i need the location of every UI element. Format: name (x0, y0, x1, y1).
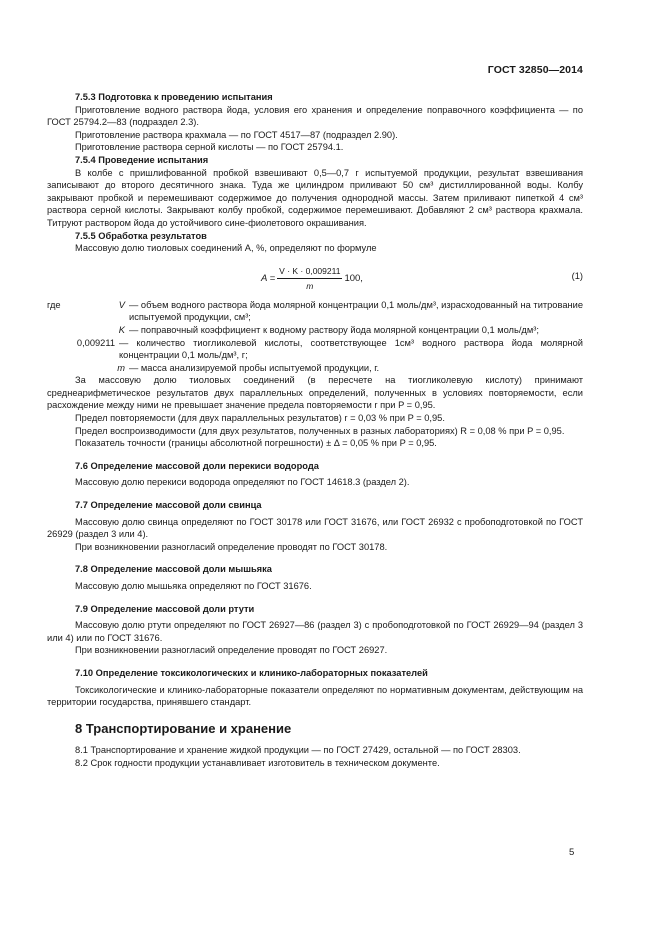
page-content (47, 91, 583, 770)
definition-text: — поправочный коэффициент к водному раствору йода молярной концентрации 0,1 моль/дм³; (129, 324, 539, 335)
formula-fraction (277, 265, 342, 293)
formula-numerator: V · K · 0,009211 (277, 265, 342, 280)
paragraph: Приготовление водного раствора йода, условия его хранения и определение поправочного коэффициента — по ГОСТ 25794.2—83 (подраздел 2.3). (47, 104, 583, 128)
page-number: 5 (569, 847, 575, 858)
formula-denominator: m (306, 281, 314, 292)
section-7-6-title: 7.6 Определение массовой доли перекиси водорода (75, 460, 319, 471)
paragraph: Предел повторяемости (для двух параллельных результатов) r = 0,03 % при P = 0,95. (75, 413, 445, 424)
section-7-8-title: 7.8 Определение массовой доли мышьяка (75, 564, 272, 575)
variable-definitions (47, 299, 583, 375)
paragraph: Массовую долю свинца определяют по ГОСТ 30178 или ГОСТ 31676, или ГОСТ 26932 с пробоподготовкой по ГОСТ 26929 (раздел 3 или 4). (47, 516, 583, 540)
formula-intro: Массовую долю тиоловых соединений A, %, определяют по формуле (75, 243, 377, 254)
where-label: где (47, 299, 61, 310)
definition-text: — объем водного раствора йода молярной концентрации 0,1 моль/дм³, израсходованный на титрование испытуемой продукции, см³; (129, 299, 583, 323)
paragraph: Предел воспроизводимости (для двух результатов, полученных в разных лабораториях) R = 0,08 % при P = 0,95. (75, 425, 565, 436)
paragraph: Массовую долю мышьяка определяют по ГОСТ 31676. (75, 581, 312, 591)
formula-number: (1) (571, 270, 583, 281)
definition-row (47, 362, 583, 375)
document-id-header: ГОСТ 32850—2014 (487, 64, 583, 76)
paragraph: Массовую долю ртути определяют по ГОСТ 26927—86 (раздел 3) с пробоподготовкой по ГОСТ 26929—94 (раздел 3 или 4) или по ГОСТ 31676. (47, 620, 583, 643)
formula-tail: 100, (344, 272, 363, 284)
paragraph: За массовую долю тиоловых соединений (в пересчете на тиогликолевую кислоту) принимают среднеарифметическое результатов двух параллельных определений, полученных в условиях повторяемости, если расхождение между ними не превышает значение предела повторяемости r при P = 0,95. (47, 375, 583, 411)
section-7-5-3-title: 7.5.3 Подготовка к проведению испытания (75, 92, 273, 102)
definition-row (47, 299, 583, 324)
definition-text: — масса анализируемой пробы испытуемой продукции, г. (129, 362, 380, 373)
section-8-title: 8 Транспортирование и хранение (75, 720, 292, 736)
definition-row (47, 337, 583, 362)
formula-expression (261, 265, 363, 293)
paragraph: Приготовление раствора серной кислоты — по ГОСТ 25794.1. (75, 142, 344, 153)
paragraph: Показатель точности (границы абсолютной погрешности) ± Δ = 0,05 % при P = 0,95. (75, 438, 437, 449)
definition-symbol: V (118, 299, 125, 310)
paragraph: 8.2 Срок годности продукции устанавливает изготовитель в техническом документе. (75, 757, 440, 768)
paragraph: Массовую долю перекиси водорода определяют по ГОСТ 14618.3 (раздел 2). (75, 477, 410, 488)
section-7-5-5-title: 7.5.5 Обработка результатов (75, 230, 207, 241)
formula-1 (47, 261, 583, 293)
paragraph: Токсикологические и клинико-лабораторные показатели определяют по нормативным документам, действующим на территории государства, принявшего стандарт. (47, 684, 583, 708)
formula-lhs: A = (261, 272, 276, 284)
section-7-5-4-title: 7.5.4 Проведение испытания (75, 154, 209, 165)
paragraph: Приготовление раствора крахмала — по ГОСТ 4517—87 (подраздел 2.90). (75, 129, 398, 140)
paragraph: При возникновении разногласий определение проводят по ГОСТ 26927. (75, 645, 388, 656)
definition-text: — количество тиогликолевой кислоты, соответствующее 1см³ водного раствора йода молярной концентрации 0,1 моль/дм³, г; (119, 337, 583, 361)
paragraph: В колбе с пришлифованной пробкой взвешивают 0,5—0,7 г испытуемой продукции, результат взвешивания записывают до второго десятичного знака. Туда же цилиндром приливают 50 см³ дистиллированной воды. Колбу закрывают пробкой и перемешивают содержимое до получения однородной массы. Затем приливают пипеткой 4 см³ раствора серной кислоты. Закрывают колбу пробкой, содержимое перемешивают. Добавляют 2 см³ раствора крахмала. Титруют раствором йода до устойчивого сине-фиолетового окрашивания. (47, 167, 583, 228)
paragraph: 8.1 Транспортирование и хранение жидкой продукции — по ГОСТ 27429, остальной — по ГОСТ 28303. (75, 745, 521, 756)
definition-row (47, 324, 583, 337)
definition-symbol: 0,009211 (76, 337, 115, 348)
section-7-7-title: 7.7 Определение массовой доли свинца (75, 500, 262, 511)
definition-symbol: K (118, 324, 125, 335)
paragraph: При возникновении разногласий определение проводят по ГОСТ 30178. (75, 541, 388, 552)
section-7-10-title: 7.10 Определение токсикологических и клинико-лабораторных показателей (75, 667, 428, 678)
definition-symbol: m (117, 362, 125, 373)
section-7-9-title: 7.9 Определение массовой доли ртути (75, 603, 255, 614)
